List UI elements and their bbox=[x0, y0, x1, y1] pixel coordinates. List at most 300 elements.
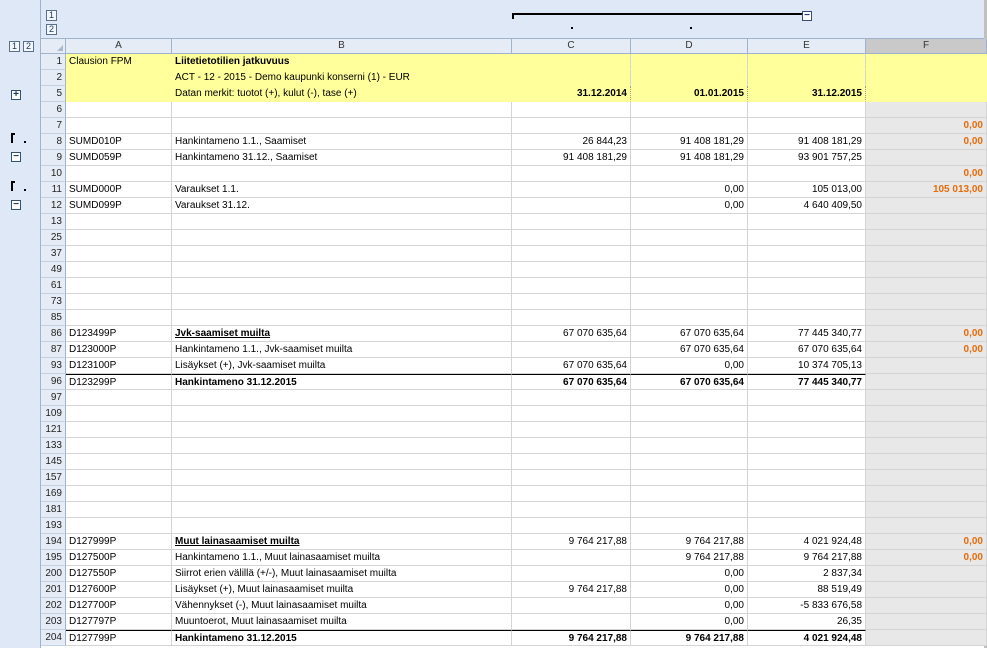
row-group-expand-button[interactable]: + bbox=[11, 90, 21, 100]
cell-a[interactable] bbox=[66, 118, 172, 134]
cell-d[interactable]: 67 070 635,64 bbox=[631, 374, 748, 390]
cell-f[interactable] bbox=[866, 310, 987, 326]
cell-c[interactable]: 67 070 635,64 bbox=[512, 326, 631, 342]
cell-a[interactable] bbox=[66, 262, 172, 278]
cell-b[interactable] bbox=[172, 486, 512, 502]
cell-a[interactable]: D123499P bbox=[66, 326, 172, 342]
cell-d[interactable]: 0,00 bbox=[631, 566, 748, 582]
cell-f[interactable]: 0,00 bbox=[866, 534, 987, 550]
cell-a[interactable] bbox=[66, 294, 172, 310]
cell-f[interactable]: 105 013,00 bbox=[866, 182, 987, 198]
cell-a[interactable] bbox=[66, 390, 172, 406]
row-header[interactable]: 181 bbox=[41, 502, 66, 518]
row-header[interactable]: 204 bbox=[41, 630, 66, 646]
cell-e[interactable]: 105 013,00 bbox=[748, 182, 866, 198]
cell-f[interactable] bbox=[866, 614, 987, 630]
cell-d[interactable] bbox=[631, 438, 748, 454]
cell-c[interactable] bbox=[512, 182, 631, 198]
cell-b[interactable]: Jvk-saamiset muilta bbox=[172, 326, 512, 342]
cell-a[interactable] bbox=[66, 246, 172, 262]
cell-a[interactable]: D127500P bbox=[66, 550, 172, 566]
cell-b[interactable] bbox=[172, 230, 512, 246]
cell-d[interactable] bbox=[631, 214, 748, 230]
cell-e[interactable] bbox=[748, 54, 866, 70]
cell-b[interactable] bbox=[172, 262, 512, 278]
cell-c[interactable] bbox=[512, 566, 631, 582]
cell-f[interactable] bbox=[866, 150, 987, 166]
cell-e[interactable]: 9 764 217,88 bbox=[748, 550, 866, 566]
cell-a[interactable] bbox=[66, 230, 172, 246]
cell-b[interactable]: Hankintameno 31.12.2015 bbox=[172, 374, 512, 390]
cell-e[interactable] bbox=[748, 246, 866, 262]
table-row bbox=[41, 454, 987, 470]
row-header[interactable]: 193 bbox=[41, 518, 66, 534]
cell-b[interactable]: Muut lainasaamiset muilta bbox=[172, 534, 512, 550]
cell-d[interactable]: 0,00 bbox=[631, 198, 748, 214]
table-row bbox=[41, 134, 987, 150]
row-header[interactable]: 25 bbox=[41, 230, 66, 246]
cell-e[interactable] bbox=[748, 422, 866, 438]
row-header[interactable]: 37 bbox=[41, 246, 66, 262]
cell-b[interactable]: Hankintameno 1.1., Muut lainasaamiset muilta bbox=[172, 550, 512, 566]
cell-b[interactable]: Lisäykset (+), Jvk-saamiset muilta bbox=[172, 358, 512, 374]
table-row bbox=[41, 294, 987, 310]
cell-d[interactable]: 67 070 635,64 bbox=[631, 326, 748, 342]
cell-f[interactable] bbox=[866, 358, 987, 374]
cell-c[interactable] bbox=[512, 518, 631, 534]
cell-d[interactable] bbox=[631, 502, 748, 518]
cell-e[interactable] bbox=[748, 518, 866, 534]
cell-c[interactable] bbox=[512, 294, 631, 310]
cell-c[interactable] bbox=[512, 262, 631, 278]
table-row bbox=[41, 582, 987, 598]
cell-a[interactable] bbox=[66, 406, 172, 422]
cell-f[interactable] bbox=[866, 502, 987, 518]
cell-b[interactable]: Hankintameno 31.12., Saamiset bbox=[172, 150, 512, 166]
row-header[interactable]: 85 bbox=[41, 310, 66, 326]
cell-e[interactable]: 2 837,34 bbox=[748, 566, 866, 582]
cell-b[interactable]: Liitetietotilien jatkuvuus bbox=[172, 54, 512, 70]
cell-c[interactable]: 9 764 217,88 bbox=[512, 582, 631, 598]
column-header-b[interactable]: B bbox=[172, 39, 512, 54]
cell-e[interactable] bbox=[748, 438, 866, 454]
cell-b[interactable]: Hankintameno 31.12.2015 bbox=[172, 630, 512, 646]
cell-e[interactable] bbox=[748, 502, 866, 518]
table-row bbox=[41, 550, 987, 566]
table-row bbox=[41, 614, 987, 630]
cell-b[interactable]: Hankintameno 1.1., Saamiset bbox=[172, 134, 512, 150]
row-header[interactable]: 133 bbox=[41, 438, 66, 454]
row-outline-level-1-button[interactable]: 1 bbox=[9, 41, 20, 52]
cell-f[interactable] bbox=[866, 102, 987, 118]
cell-c[interactable] bbox=[512, 198, 631, 214]
cell-e[interactable]: 4 021 924,48 bbox=[748, 630, 866, 646]
cell-b[interactable] bbox=[172, 214, 512, 230]
cell-d[interactable] bbox=[631, 486, 748, 502]
cell-d[interactable]: 0,00 bbox=[631, 358, 748, 374]
cell-f[interactable] bbox=[866, 230, 987, 246]
cell-b[interactable] bbox=[172, 310, 512, 326]
cell-d[interactable] bbox=[631, 406, 748, 422]
cell-e[interactable] bbox=[748, 70, 866, 86]
cell-c[interactable]: 67 070 635,64 bbox=[512, 374, 631, 390]
cell-f[interactable] bbox=[866, 70, 987, 86]
column-header-a[interactable]: A bbox=[66, 39, 172, 54]
cell-d[interactable]: 91 408 181,29 bbox=[631, 150, 748, 166]
row-outline-dot bbox=[24, 189, 26, 191]
cell-f[interactable] bbox=[866, 582, 987, 598]
cell-e[interactable] bbox=[748, 454, 866, 470]
cell-f[interactable] bbox=[866, 246, 987, 262]
table-row bbox=[41, 70, 987, 86]
table-row bbox=[41, 374, 987, 390]
column-header-f[interactable]: F bbox=[866, 39, 987, 54]
cell-e[interactable] bbox=[748, 294, 866, 310]
cell-e[interactable]: 31.12.2015 bbox=[748, 86, 866, 102]
cell-a[interactable]: D123100P bbox=[66, 358, 172, 374]
cell-f[interactable] bbox=[866, 518, 987, 534]
table-row bbox=[41, 230, 987, 246]
cell-b[interactable] bbox=[172, 422, 512, 438]
cell-d[interactable] bbox=[631, 470, 748, 486]
cell-a[interactable] bbox=[66, 278, 172, 294]
cell-a[interactable] bbox=[66, 454, 172, 470]
cell-d[interactable]: 9 764 217,88 bbox=[631, 630, 748, 646]
cell-d[interactable] bbox=[631, 230, 748, 246]
row-header[interactable]: 145 bbox=[41, 454, 66, 470]
cell-d[interactable]: 67 070 635,64 bbox=[631, 342, 748, 358]
cell-a[interactable]: D127797P bbox=[66, 614, 172, 630]
cell-f[interactable]: 0,00 bbox=[866, 134, 987, 150]
cell-f[interactable] bbox=[866, 54, 987, 70]
row-header[interactable]: 121 bbox=[41, 422, 66, 438]
row-outline-dot bbox=[24, 141, 26, 143]
cell-f[interactable] bbox=[866, 86, 987, 102]
cell-a[interactable]: D127550P bbox=[66, 566, 172, 582]
cell-e[interactable] bbox=[748, 214, 866, 230]
cell-f[interactable] bbox=[866, 390, 987, 406]
row-header[interactable]: 73 bbox=[41, 294, 66, 310]
row-header[interactable]: 195 bbox=[41, 550, 66, 566]
cell-c[interactable]: 67 070 635,64 bbox=[512, 358, 631, 374]
cell-c[interactable] bbox=[512, 54, 631, 70]
cell-d[interactable] bbox=[631, 454, 748, 470]
cell-a[interactable]: SUMD099P bbox=[66, 198, 172, 214]
cell-a[interactable]: SUMD059P bbox=[66, 150, 172, 166]
table-row bbox=[41, 598, 987, 614]
row-header[interactable]: 93 bbox=[41, 358, 66, 374]
row-header[interactable]: 87 bbox=[41, 342, 66, 358]
cell-c[interactable]: 26 844,23 bbox=[512, 134, 631, 150]
cell-b[interactable] bbox=[172, 454, 512, 470]
cell-d[interactable] bbox=[631, 262, 748, 278]
column-outline-dot bbox=[690, 27, 692, 29]
table-row bbox=[41, 470, 987, 486]
cell-e[interactable] bbox=[748, 310, 866, 326]
cell-b[interactable]: Vähennykset (-), Muut lainasaamiset muilta bbox=[172, 598, 512, 614]
cell-d[interactable]: 0,00 bbox=[631, 598, 748, 614]
cell-a[interactable]: SUMD000P bbox=[66, 182, 172, 198]
cell-e[interactable] bbox=[748, 166, 866, 182]
cell-e[interactable]: 4 640 409,50 bbox=[748, 198, 866, 214]
row-header[interactable]: 7 bbox=[41, 118, 66, 134]
cell-c[interactable] bbox=[512, 230, 631, 246]
cell-a[interactable] bbox=[66, 214, 172, 230]
cell-b[interactable]: ACT - 12 - 2015 - Demo kaupunki konserni (1) - EUR bbox=[172, 70, 512, 86]
cell-f[interactable] bbox=[866, 486, 987, 502]
cell-f[interactable] bbox=[866, 406, 987, 422]
cell-d[interactable] bbox=[631, 390, 748, 406]
row-header[interactable]: 97 bbox=[41, 390, 66, 406]
row-header[interactable]: 96 bbox=[41, 374, 66, 390]
cell-d[interactable] bbox=[631, 310, 748, 326]
cell-e[interactable]: 67 070 635,64 bbox=[748, 342, 866, 358]
cell-f[interactable]: 0,00 bbox=[866, 118, 987, 134]
cell-e[interactable] bbox=[748, 262, 866, 278]
cell-a[interactable]: D123299P bbox=[66, 374, 172, 390]
cell-b[interactable]: Lisäykset (+), Muut lainasaamiset muilta bbox=[172, 582, 512, 598]
column-outline-dot bbox=[571, 27, 573, 29]
row-header[interactable]: 200 bbox=[41, 566, 66, 582]
table-row bbox=[41, 630, 987, 646]
cell-a[interactable] bbox=[66, 438, 172, 454]
cell-c[interactable] bbox=[512, 70, 631, 86]
cell-b[interactable] bbox=[172, 278, 512, 294]
cell-d[interactable]: 0,00 bbox=[631, 614, 748, 630]
cell-f[interactable] bbox=[866, 566, 987, 582]
cell-f[interactable] bbox=[866, 262, 987, 278]
cell-e[interactable] bbox=[748, 470, 866, 486]
cell-c[interactable] bbox=[512, 502, 631, 518]
cell-c[interactable] bbox=[512, 406, 631, 422]
row-header[interactable]: 203 bbox=[41, 614, 66, 630]
cell-c[interactable] bbox=[512, 342, 631, 358]
cell-b[interactable]: Siirrot erien välillä (+/-), Muut lainasaamiset muilta bbox=[172, 566, 512, 582]
cell-d[interactable] bbox=[631, 70, 748, 86]
cell-d[interactable]: 9 764 217,88 bbox=[631, 550, 748, 566]
cell-b[interactable] bbox=[172, 246, 512, 262]
row-group-collapse-button[interactable]: − bbox=[11, 200, 21, 210]
cell-b[interactable] bbox=[172, 470, 512, 486]
row-header[interactable]: 13 bbox=[41, 214, 66, 230]
row-header[interactable]: 11 bbox=[41, 182, 66, 198]
cell-c[interactable] bbox=[512, 550, 631, 566]
row-group-bracket bbox=[11, 133, 15, 143]
cell-a[interactable] bbox=[66, 422, 172, 438]
row-header[interactable]: 61 bbox=[41, 278, 66, 294]
cell-d[interactable] bbox=[631, 518, 748, 534]
cell-c[interactable] bbox=[512, 278, 631, 294]
cell-f[interactable] bbox=[866, 374, 987, 390]
cell-c[interactable] bbox=[512, 470, 631, 486]
row-header[interactable]: 157 bbox=[41, 470, 66, 486]
cell-c[interactable]: 9 764 217,88 bbox=[512, 630, 631, 646]
cell-c[interactable] bbox=[512, 390, 631, 406]
cell-c[interactable] bbox=[512, 166, 631, 182]
cell-f[interactable] bbox=[866, 294, 987, 310]
cell-b[interactable]: Varaukset 1.1. bbox=[172, 182, 512, 198]
cell-e[interactable] bbox=[748, 118, 866, 134]
cell-b[interactable] bbox=[172, 406, 512, 422]
row-header[interactable]: 109 bbox=[41, 406, 66, 422]
table-row bbox=[41, 54, 987, 70]
cell-e[interactable] bbox=[748, 486, 866, 502]
table-row bbox=[41, 182, 987, 198]
cell-a[interactable] bbox=[66, 70, 172, 86]
row-header[interactable]: 8 bbox=[41, 134, 66, 150]
cell-c[interactable] bbox=[512, 486, 631, 502]
cell-b[interactable]: Hankintameno 1.1., Jvk-saamiset muilta bbox=[172, 342, 512, 358]
cell-f[interactable] bbox=[866, 214, 987, 230]
row-header[interactable]: 86 bbox=[41, 326, 66, 342]
row-outline-level-2-button[interactable]: 2 bbox=[23, 41, 34, 52]
cell-e[interactable] bbox=[748, 406, 866, 422]
cell-a[interactable]: D123000P bbox=[66, 342, 172, 358]
cell-c[interactable] bbox=[512, 214, 631, 230]
cell-e[interactable]: 26,35 bbox=[748, 614, 866, 630]
cell-e[interactable]: 10 374 705,13 bbox=[748, 358, 866, 374]
column-outline-level-1-button[interactable]: 1 bbox=[46, 10, 57, 21]
table-row bbox=[41, 118, 987, 134]
row-header[interactable]: 194 bbox=[41, 534, 66, 550]
cell-c[interactable] bbox=[512, 422, 631, 438]
table-row bbox=[41, 326, 987, 342]
cell-e[interactable]: 93 901 757,25 bbox=[748, 150, 866, 166]
cell-f[interactable]: 0,00 bbox=[866, 342, 987, 358]
cell-d[interactable] bbox=[631, 294, 748, 310]
cell-f[interactable] bbox=[866, 630, 987, 646]
cell-b[interactable] bbox=[172, 438, 512, 454]
cell-f[interactable] bbox=[866, 198, 987, 214]
column-header-e[interactable]: E bbox=[748, 39, 866, 54]
cell-d[interactable]: 01.01.2015 bbox=[631, 86, 748, 102]
cell-e[interactable]: -5 833 676,58 bbox=[748, 598, 866, 614]
cell-c[interactable] bbox=[512, 246, 631, 262]
cell-d[interactable] bbox=[631, 246, 748, 262]
cell-e[interactable]: 91 408 181,29 bbox=[748, 134, 866, 150]
cell-f[interactable] bbox=[866, 278, 987, 294]
cell-c[interactable] bbox=[512, 102, 631, 118]
cell-c[interactable] bbox=[512, 454, 631, 470]
cell-e[interactable] bbox=[748, 102, 866, 118]
cell-a[interactable] bbox=[66, 470, 172, 486]
cell-c[interactable]: 31.12.2014 bbox=[512, 86, 631, 102]
cell-b[interactable] bbox=[172, 390, 512, 406]
cell-e[interactable] bbox=[748, 278, 866, 294]
cell-b[interactable] bbox=[172, 166, 512, 182]
cell-f[interactable] bbox=[866, 598, 987, 614]
cell-b[interactable]: Datan merkit: tuotot (+), kulut (-), tase (+) bbox=[172, 86, 512, 102]
cell-c[interactable] bbox=[512, 438, 631, 454]
cell-d[interactable] bbox=[631, 54, 748, 70]
cell-a[interactable] bbox=[66, 86, 172, 102]
cell-e[interactable] bbox=[748, 390, 866, 406]
row-header[interactable]: 1 bbox=[41, 54, 66, 70]
column-outline-level-2-button[interactable]: 2 bbox=[46, 24, 57, 35]
column-header-c[interactable]: C bbox=[512, 39, 631, 54]
cell-f[interactable]: 0,00 bbox=[866, 550, 987, 566]
column-header-d[interactable]: D bbox=[631, 39, 748, 54]
cell-f[interactable] bbox=[866, 422, 987, 438]
row-header[interactable]: 9 bbox=[41, 150, 66, 166]
row-header[interactable]: 49 bbox=[41, 262, 66, 278]
cell-a[interactable]: SUMD010P bbox=[66, 134, 172, 150]
cell-f[interactable]: 0,00 bbox=[866, 166, 987, 182]
cell-f[interactable] bbox=[866, 470, 987, 486]
cell-c[interactable] bbox=[512, 310, 631, 326]
cell-a[interactable] bbox=[66, 486, 172, 502]
cell-a[interactable]: D127600P bbox=[66, 582, 172, 598]
cell-d[interactable] bbox=[631, 102, 748, 118]
cell-b[interactable] bbox=[172, 294, 512, 310]
row-group-collapse-button[interactable]: − bbox=[11, 152, 21, 162]
row-header[interactable]: 201 bbox=[41, 582, 66, 598]
row-header[interactable]: 12 bbox=[41, 198, 66, 214]
cell-d[interactable] bbox=[631, 422, 748, 438]
cell-d[interactable]: 91 408 181,29 bbox=[631, 134, 748, 150]
cell-c[interactable]: 9 764 217,88 bbox=[512, 534, 631, 550]
cell-d[interactable] bbox=[631, 118, 748, 134]
cell-a[interactable]: D127700P bbox=[66, 598, 172, 614]
row-header[interactable]: 5 bbox=[41, 86, 66, 102]
cell-f[interactable] bbox=[866, 438, 987, 454]
cell-a[interactable] bbox=[66, 102, 172, 118]
cell-a[interactable]: D127999P bbox=[66, 534, 172, 550]
column-group-collapse-button[interactable]: − bbox=[802, 11, 812, 21]
cell-a[interactable]: D127799P bbox=[66, 630, 172, 646]
cell-c[interactable] bbox=[512, 598, 631, 614]
cell-a[interactable] bbox=[66, 502, 172, 518]
row-header[interactable]: 202 bbox=[41, 598, 66, 614]
cell-a[interactable]: Clausion FPM bbox=[66, 54, 172, 70]
cell-f[interactable] bbox=[866, 454, 987, 470]
cell-e[interactable]: 77 445 340,77 bbox=[748, 326, 866, 342]
row-header[interactable]: 2 bbox=[41, 70, 66, 86]
table-row bbox=[41, 390, 987, 406]
cell-b[interactable]: Varaukset 31.12. bbox=[172, 198, 512, 214]
cell-b[interactable] bbox=[172, 502, 512, 518]
cell-a[interactable] bbox=[66, 310, 172, 326]
cell-a[interactable] bbox=[66, 166, 172, 182]
cell-d[interactable]: 0,00 bbox=[631, 582, 748, 598]
row-header[interactable]: 10 bbox=[41, 166, 66, 182]
cell-d[interactable] bbox=[631, 166, 748, 182]
cell-c[interactable]: 91 408 181,29 bbox=[512, 150, 631, 166]
cell-e[interactable]: 88 519,49 bbox=[748, 582, 866, 598]
cell-d[interactable] bbox=[631, 278, 748, 294]
table-row bbox=[41, 278, 987, 294]
cell-b[interactable] bbox=[172, 518, 512, 534]
column-group-bracket bbox=[512, 13, 802, 19]
cell-b[interactable] bbox=[172, 102, 512, 118]
cell-c[interactable] bbox=[512, 614, 631, 630]
cell-f[interactable]: 0,00 bbox=[866, 326, 987, 342]
cell-d[interactable]: 9 764 217,88 bbox=[631, 534, 748, 550]
cell-e[interactable] bbox=[748, 230, 866, 246]
cell-b[interactable]: Muuntoerot, Muut lainasaamiset muilta bbox=[172, 614, 512, 630]
row-header[interactable]: 169 bbox=[41, 486, 66, 502]
cell-a[interactable] bbox=[66, 518, 172, 534]
cell-e[interactable]: 4 021 924,48 bbox=[748, 534, 866, 550]
cell-d[interactable]: 0,00 bbox=[631, 182, 748, 198]
table-row bbox=[41, 358, 987, 374]
table-row bbox=[41, 438, 987, 454]
cell-b[interactable] bbox=[172, 118, 512, 134]
table-row bbox=[41, 502, 987, 518]
cell-c[interactable] bbox=[512, 118, 631, 134]
cell-e[interactable]: 77 445 340,77 bbox=[748, 374, 866, 390]
row-header[interactable]: 6 bbox=[41, 102, 66, 118]
